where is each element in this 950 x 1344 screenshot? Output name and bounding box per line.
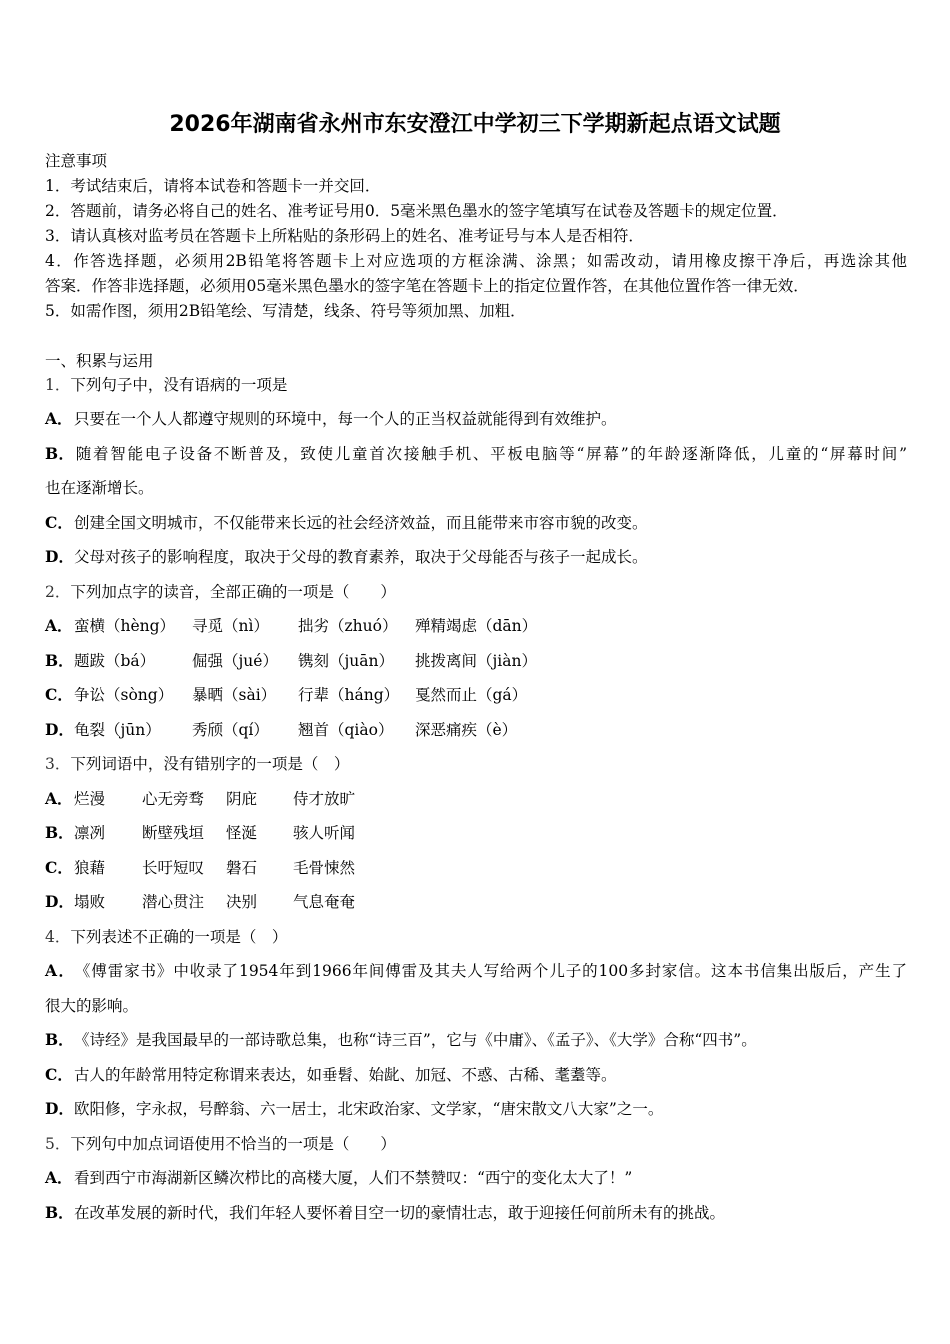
question-1-option-d: [45, 540, 907, 575]
option-text: 看到西宁市海湖新区鳞次栉比的高楼大厦，人们不禁赞叹：“西宁的变化太大了！”: [74, 1169, 633, 1188]
option-item: 塌败: [74, 893, 106, 912]
option-label: C．: [45, 857, 73, 877]
section-heading: 一、积累与运用: [45, 351, 154, 370]
option-item: 戛然而止（gá）: [415, 686, 528, 705]
option-item: 行辈（háng）: [298, 686, 400, 705]
option-item: 寻觅（nì）: [192, 617, 269, 636]
option-label: D．: [45, 892, 74, 912]
option-label: B．: [45, 443, 74, 463]
option-item: 深恶痛疾（è）: [415, 720, 518, 739]
option-label: A．: [45, 961, 74, 981]
question-number: 3．: [45, 755, 71, 774]
option-label: C．: [45, 512, 73, 532]
option-item: 蛮横（hèng）: [74, 617, 176, 636]
notice-item-4-line-1: 4．作答选择题，必须用2B铅笔将答题卡上对应选项的方框涂满、涂黑；如需改动，请用橡皮擦干净后，再选涂其他: [45, 251, 907, 270]
option-item: 侍才放旷: [293, 789, 356, 808]
option-label: D．: [45, 547, 74, 567]
option-text: 父母对孩子的影响程度，取决于父母的教育素养，取决于父母能否与孩子一起成长。: [74, 548, 648, 567]
question-number: 4．: [45, 927, 71, 946]
notice-item-4-line-2: 答案．作答非选择题，必须用05毫米黑色墨水的签字笔在答题卡上的指定位置作答，在其他位置作答一律无效．: [45, 276, 809, 295]
option-item: 殚精竭虑（dān）: [415, 617, 538, 636]
option-label: A．: [45, 1168, 73, 1188]
option-item: 决别: [226, 893, 258, 912]
option-label: D．: [45, 719, 74, 739]
question-4-option-d: [45, 1092, 907, 1127]
option-text: 古人的年龄常用特定称谓来表达，如垂髫、始龀、加冠、不惑、古稀、耄耋等。: [74, 1065, 617, 1084]
question-2-option-b: [45, 644, 907, 679]
option-label: B．: [45, 823, 74, 843]
question-1-option-b: [45, 437, 907, 472]
question-1-option-c: [45, 506, 907, 541]
option-text: 只要在一个人人都遵守规则的环境中，每一个人的正当权益就能得到有效维护。: [74, 410, 617, 429]
option-text: 欧阳修，字永叔，号醉翁、六一居士，北宋政治家、文学家，“唐宋散文八大家”之一。: [74, 1100, 664, 1119]
option-item: 挑拨离间（jiàn）: [415, 651, 537, 670]
option-label: A．: [45, 409, 73, 429]
notice-item-2: 2．答题前，请务必将自己的姓名、准考证号用0．5毫米黑色墨水的签字笔填写在试卷及答题卡的规定位置．: [45, 201, 788, 220]
question-1: [45, 368, 907, 575]
exam-title: 2026年湖南省永州市东安澄江中学初三下学期新起点语文试题: [169, 112, 781, 137]
question-2: [45, 575, 907, 748]
option-item: 潜心贯注: [142, 893, 205, 912]
option-label: B．: [45, 1202, 74, 1222]
question-4-option-a: [45, 954, 907, 989]
question-5: [45, 1127, 907, 1231]
question-4-option-a-continued: 很大的影响。: [45, 996, 139, 1015]
option-item: 秀颀（qí）: [192, 720, 269, 739]
option-text: 《诗经》是我国最早的一部诗歌总集，也称“诗三百”，它与《中庸》、《孟子》、《大学》合称“四书”。: [74, 1031, 757, 1050]
question-5-stem: [45, 1127, 907, 1162]
option-label: B．: [45, 1030, 74, 1050]
option-item: 断壁残垣: [142, 824, 205, 843]
question-3-stem: [45, 747, 907, 782]
option-item: 长吁短叹: [142, 858, 205, 877]
question-text: 下列加点字的读音，全部正确的一项是（ ）: [70, 582, 396, 601]
option-label: B．: [45, 650, 74, 670]
option-label: D．: [45, 1099, 74, 1119]
question-3-option-b: [45, 816, 907, 851]
option-item: 暴晒（sài）: [192, 686, 277, 705]
question-5-option-b: [45, 1196, 907, 1231]
question-number: 5．: [45, 1134, 71, 1153]
question-4-option-b: [45, 1023, 907, 1058]
question-4-option-c: [45, 1058, 907, 1093]
option-label: C．: [45, 685, 73, 705]
option-item: 气息奄奄: [293, 893, 356, 912]
option-item: 骇人听闻: [293, 824, 356, 843]
question-text: 下列句中加点词语使用不恰当的一项是（ ）: [70, 1134, 396, 1153]
option-item: 倔强（jué）: [192, 651, 278, 670]
question-1-option-a: [45, 402, 907, 437]
option-item: 毛骨悚然: [293, 858, 356, 877]
question-5-option-a: [45, 1161, 907, 1196]
option-item: 磐石: [226, 858, 258, 877]
question-2-option-d: [45, 713, 907, 748]
option-text: 《傅雷家书》中收录了1954年到1966年间傅雷及其夫人写给两个儿子的100多封家信。这本书信集出版后，产生了: [74, 962, 907, 981]
option-item: 阴庇: [226, 789, 258, 808]
question-2-option-a: [45, 609, 907, 644]
question-number: 2．: [45, 582, 71, 601]
option-item: 怪涎: [226, 824, 258, 843]
option-label: A．: [45, 616, 73, 636]
option-text: 创建全国文明城市，不仅能带来长远的社会经济效益，而且能带来市容市貌的改变。: [74, 513, 648, 532]
question-text: 下列句子中，没有语病的一项是: [70, 375, 288, 394]
question-3-option-d: [45, 885, 907, 920]
option-item: 镌刻（juān）: [298, 651, 395, 670]
option-label: A．: [45, 788, 73, 808]
option-item: 龟裂（jūn）: [74, 720, 161, 739]
question-2-stem: [45, 575, 907, 610]
question-1-option-b-continued: 也在逐渐增长。: [45, 479, 154, 498]
question-4-stem: [45, 920, 907, 955]
question-1-stem: [45, 368, 907, 403]
option-item: 翘首（qiào）: [298, 720, 394, 739]
question-4: [45, 920, 907, 1127]
option-item: 题跋（bá）: [74, 651, 156, 670]
option-item: 心无旁骛: [142, 789, 205, 808]
notice-heading: 注意事项: [45, 151, 108, 170]
option-item: 拙劣（zhuó）: [298, 617, 398, 636]
option-item: 凛冽: [74, 824, 106, 843]
question-3-option-c: [45, 851, 907, 886]
questions-section: [45, 368, 907, 1231]
question-number: 1．: [45, 375, 71, 394]
option-item: 狼藉: [74, 858, 106, 877]
option-text: 随着智能电子设备不断普及，致使儿童首次接触手机、平板电脑等“屏幕”的年龄逐渐降低，儿童的“屏幕时间”: [74, 444, 907, 463]
question-3: [45, 747, 907, 920]
question-text: 下列表述不正确的一项是（ ）: [70, 927, 288, 946]
notice-section: [45, 149, 907, 324]
option-label: C．: [45, 1064, 73, 1084]
question-2-option-c: [45, 678, 907, 713]
notice-item-1: 1．考试结束后，请将本试卷和答题卡一并交回．: [45, 176, 381, 195]
question-text: 下列词语中，没有错别字的一项是（ ）: [70, 755, 350, 774]
notice-item-3: 3．请认真核对监考员在答题卡上所粘贴的条形码上的姓名、准考证号与本人是否相符．: [45, 226, 644, 245]
option-item: 争讼（sòng）: [74, 686, 174, 705]
option-item: 烂漫: [74, 789, 106, 808]
question-3-option-a: [45, 782, 907, 817]
notice-item-5: 5．如需作图，须用2B铅笔绘、写清楚，线条、符号等须加黑、加粗．: [45, 301, 526, 320]
option-text: 在改革发展的新时代，我们年轻人要怀着目空一切的豪情壮志，敢于迎接任何前所未有的挑战。: [74, 1203, 726, 1222]
